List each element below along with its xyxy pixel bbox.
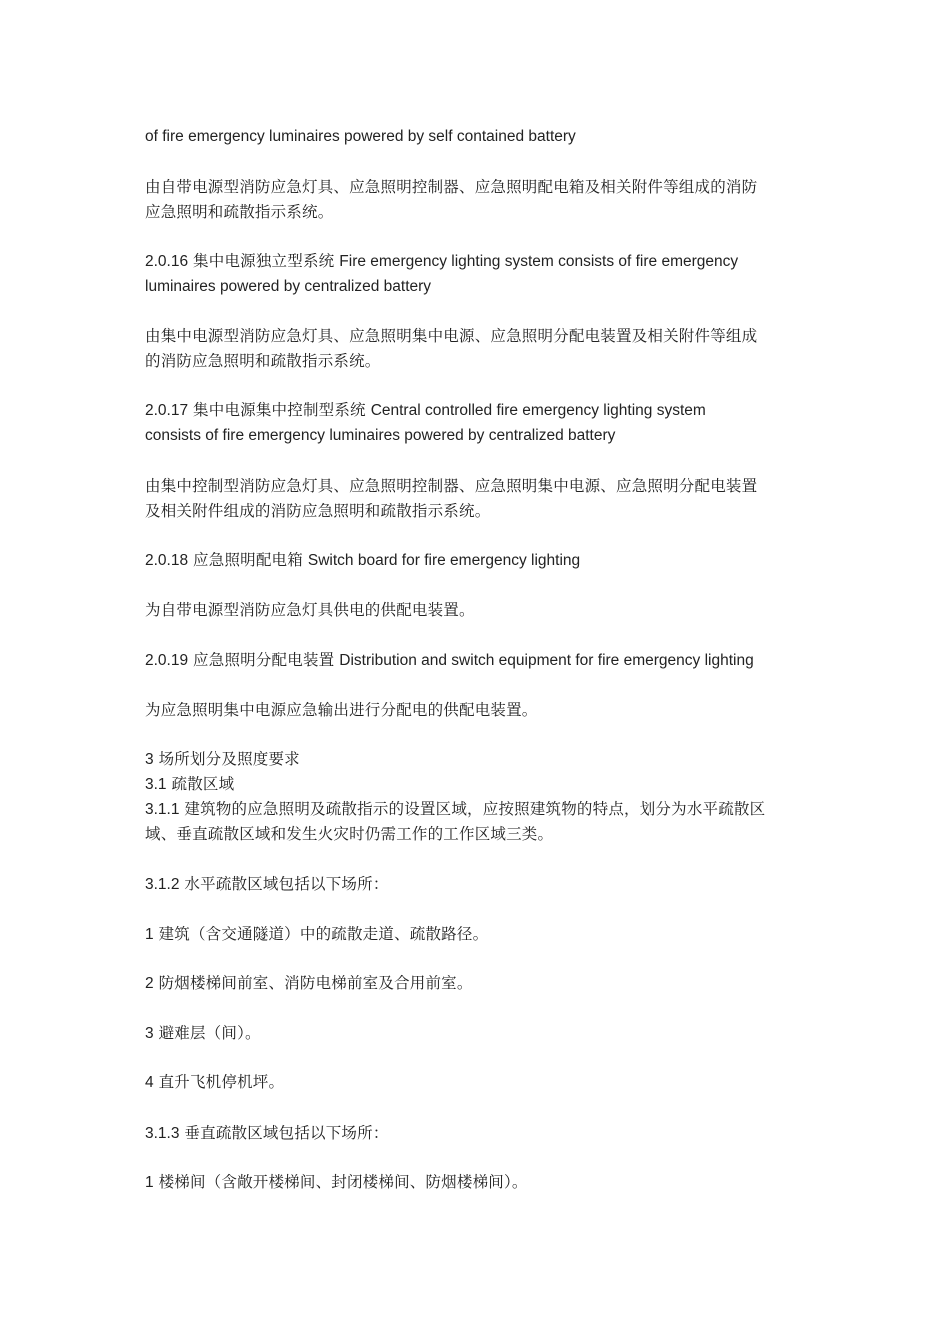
- english-text: luminaires powered by centralized battery: [145, 278, 432, 295]
- text-line: [145, 124, 815, 149]
- chinese-text: 由集中控制型消防应急灯具、应急照明控制器、应急照明集中电源、应急照明分配电装置: [145, 477, 758, 495]
- clause-text: 建筑物的应急照明及疏散指示的设置区域，应按照建筑物的特点，划分为水平疏散区: [184, 800, 766, 818]
- chinese-text: 及相关附件组成的消防应急照明和疏散指示系统。: [145, 502, 491, 520]
- chinese-text: 应急照明和疏散指示系统。: [145, 203, 334, 221]
- list-item: [145, 1021, 815, 1046]
- section-title: 场所划分及照度要求: [158, 750, 300, 768]
- list-item: [145, 971, 815, 996]
- clause-line: [145, 1121, 815, 1146]
- clause-number: 2.0.19: [145, 652, 189, 669]
- text-line: [145, 175, 815, 200]
- text-line: [145, 474, 815, 499]
- item-text: 防烟楼梯间前室、消防电梯前室及合用前室。: [158, 974, 473, 992]
- chinese-text: 的消防应急照明和疏散指示系统。: [145, 352, 381, 370]
- item-number: 4: [145, 1074, 154, 1091]
- text-line: [145, 324, 815, 349]
- section-heading: [145, 747, 815, 772]
- clause-number: 2.0.18: [145, 552, 189, 569]
- english-text: of fire emergency luminaires powered by self contained battery: [145, 128, 576, 145]
- clause-text: 垂直疏散区域包括以下场所：: [184, 1124, 389, 1142]
- item-number: 2: [145, 975, 154, 992]
- text-line: [145, 822, 815, 847]
- term-chinese: 应急照明配电箱: [193, 551, 303, 569]
- section-title: 疏散区域: [171, 775, 235, 793]
- item-number: 1: [145, 926, 154, 943]
- text-line: [145, 423, 815, 448]
- text-line: [145, 200, 815, 225]
- clause-text: 水平疏散区域包括以下场所：: [184, 875, 389, 893]
- text-line: [145, 274, 815, 299]
- term-english: Central controlled fire emergency lighting system: [370, 402, 706, 419]
- text-line: [145, 349, 815, 374]
- clause-line: [145, 872, 815, 897]
- clause-number: 2.0.16: [145, 253, 189, 270]
- term-chinese: 集中电源独立型系统: [193, 252, 335, 270]
- text-line: [145, 698, 815, 723]
- clause-number: 3: [145, 751, 154, 768]
- section-heading: [145, 772, 815, 797]
- chinese-text: 为应急照明集中电源应急输出进行分配电的供配电装置。: [145, 701, 538, 719]
- item-number: 3: [145, 1025, 154, 1042]
- term-heading: [145, 249, 815, 274]
- term-english: Switch board for fire emergency lighting: [307, 552, 581, 569]
- clause-line: [145, 797, 815, 822]
- item-text: 楼梯间（含敞开楼梯间、封闭楼梯间、防烟楼梯间）。: [158, 1173, 528, 1191]
- clause-number: 3.1.1: [145, 801, 180, 818]
- clause-number: 3.1.2: [145, 876, 180, 893]
- list-item: [145, 1170, 815, 1195]
- term-english: Fire emergency lighting system consists of fire emergency: [339, 253, 739, 270]
- item-text: 建筑（含交通隧道）中的疏散走道、疏散路径。: [158, 925, 489, 943]
- term-heading: [145, 548, 815, 573]
- clause-number: 2.0.17: [145, 402, 189, 419]
- term-chinese: 集中电源集中控制型系统: [193, 401, 366, 419]
- english-text: consists of fire emergency luminaires powered by centralized battery: [145, 427, 616, 444]
- clause-number: 3.1: [145, 776, 167, 793]
- item-text: 直升飞机停机坪。: [158, 1073, 285, 1091]
- item-number: 1: [145, 1174, 154, 1191]
- term-heading: [145, 398, 815, 423]
- chinese-text: 域、垂直疏散区域和发生火灾时仍需工作的工作区域三类。: [145, 825, 554, 843]
- item-text: 避难层（间）。: [158, 1024, 261, 1042]
- clause-number: 3.1.3: [145, 1125, 180, 1142]
- chinese-text: 由自带电源型消防应急灯具、应急照明控制器、应急照明配电箱及相关附件等组成的消防: [145, 178, 758, 196]
- chinese-text: 由集中电源型消防应急灯具、应急照明集中电源、应急照明分配电装置及相关附件等组成: [145, 327, 758, 345]
- list-item: [145, 1070, 815, 1095]
- text-line: [145, 499, 815, 524]
- term-chinese: 应急照明分配电装置: [193, 651, 335, 669]
- text-line: [145, 598, 815, 623]
- term-heading: [145, 648, 815, 673]
- list-item: [145, 922, 815, 947]
- term-english: Distribution and switch equipment for fire emergency lighting: [339, 652, 754, 669]
- chinese-text: 为自带电源型消防应急灯具供电的供配电装置。: [145, 601, 475, 619]
